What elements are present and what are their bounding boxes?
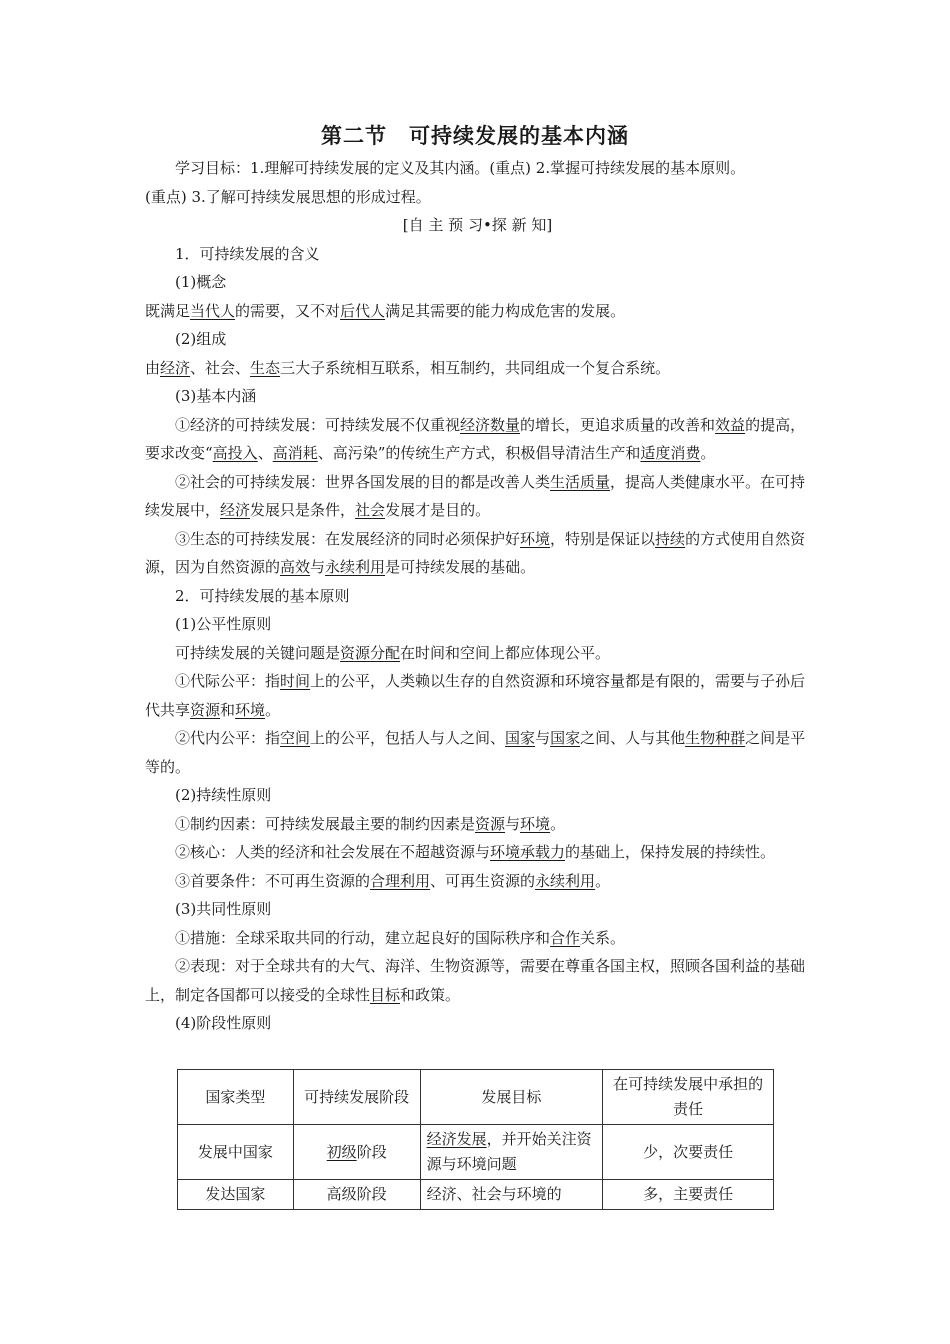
table-cell: 经济发展，并开始关注资源与环境问题 — [420, 1125, 603, 1180]
paragraph-economic: ①经济的可持续发展：可持续发展不仅重视经济数量的增长，更追求质量的改善和效益的提高，要求改变“高投入、高消耗、高污染”的传统生产方式，积极倡导清洁生产和适度消费。 — [145, 415, 806, 462]
subheading-commonality: (3)共同性原则 — [175, 900, 272, 918]
heading-1: 1．可持续发展的含义 — [175, 244, 320, 263]
subheading-concept: (1)概念 — [175, 273, 227, 291]
table-header-cell: 可持续发展阶段 — [293, 1070, 420, 1125]
subheading-phase: (4)阶段性原则 — [175, 1014, 272, 1032]
table-row — [178, 1125, 774, 1180]
table-cell: 多，主要责任 — [603, 1180, 774, 1210]
paragraph-composition: 由经济、社会、生态三大子系统相互联系，相互制约，共同组成一个复合系统。 — [145, 358, 671, 377]
table-header-cell: 发展目标 — [420, 1070, 603, 1125]
table-cell: 初级阶段 — [293, 1125, 420, 1180]
document-body — [145, 154, 810, 1038]
table-cell: 高级阶段 — [293, 1180, 420, 1210]
paragraph-measures: ①措施：全球采取共同的行动，建立起良好的国际秩序和合作关系。 — [175, 928, 626, 947]
learning-objectives-cont: (重点) 3.了解可持续发展思想的形成过程。 — [145, 187, 431, 206]
paragraph-core: ②核心：人类的经济和社会发展在不超越资源与环境承载力的基础上，保持发展的持续性。 — [175, 843, 776, 861]
paragraph-first-condition: ③首要条件：不可再生资源的合理利用、可再生资源的永续利用。 — [175, 871, 611, 890]
paragraph-ecological: ③生态的可持续发展：在发展经济的同时必须保护好环境，特别是保证以持续的方式使用自然资源，因为自然资源的高效与永续利用是可持续发展的基础。 — [145, 529, 806, 576]
paragraph-fairness: 可持续发展的关键问题是资源分配在时间和空间上都应体现公平。 — [175, 643, 611, 662]
phase-table — [177, 1069, 774, 1210]
table-header-row — [178, 1070, 774, 1125]
paragraph-constraint: ①制约因素：可持续发展最主要的制约因素是资源与环境。 — [175, 814, 566, 833]
table-cell: 发展中国家 — [178, 1125, 294, 1180]
learning-objectives: 学习目标：1.理解可持续发展的定义及其内涵。(重点) 2.掌握可持续发展的基本原则。 — [175, 159, 746, 177]
paragraph-intergenerational: ①代际公平：指时间上的公平，人类赖以生存的自然资源和环境容量都是有限的，需要与子孙后代共享资源和环境。 — [145, 672, 806, 719]
table-header-cell: 在可持续发展中承担的责任 — [603, 1070, 774, 1125]
page-title: 第二节 可持续发展的基本内涵 — [321, 124, 629, 148]
paragraph-social: ②社会的可持续发展：世界各国发展的目的都是改善人类生活质量，提高人类健康水平。在可持续发展中，经济发展只是条件，社会发展才是目的。 — [145, 472, 806, 519]
table-header-cell: 国家类型 — [178, 1070, 294, 1125]
table-cell: 发达国家 — [178, 1180, 294, 1210]
paragraph-intragenerational: ②代内公平：指空间上的公平，包括人与人之间、国家与国家之间、人与其他生物种群之间是平等的。 — [145, 729, 806, 776]
subheading-sustainability: (2)持续性原则 — [175, 786, 272, 804]
section-header: [自 主 预 习•探 新 知] — [402, 216, 553, 234]
paragraph-concept: 既满足当代人的需要，又不对后代人满足其需要的能力构成危害的发展。 — [145, 301, 626, 320]
table-row — [178, 1180, 774, 1210]
heading-2: 2．可持续发展的基本原则 — [175, 586, 350, 605]
table-cell: 少，次要责任 — [603, 1125, 774, 1180]
subheading-fairness: (1)公平性原则 — [175, 615, 272, 633]
table-cell: 经济、社会与环境的 — [420, 1180, 603, 1210]
subheading-composition: (2)组成 — [175, 330, 227, 348]
subheading-connotation: (3)基本内涵 — [175, 387, 257, 405]
paragraph-expression: ②表现：对于全球共有的大气、海洋、生物资源等，需要在尊重各国主权，照顾各国利益的基础上，制定各国都可以接受的全球性目标和政策。 — [145, 957, 806, 1004]
